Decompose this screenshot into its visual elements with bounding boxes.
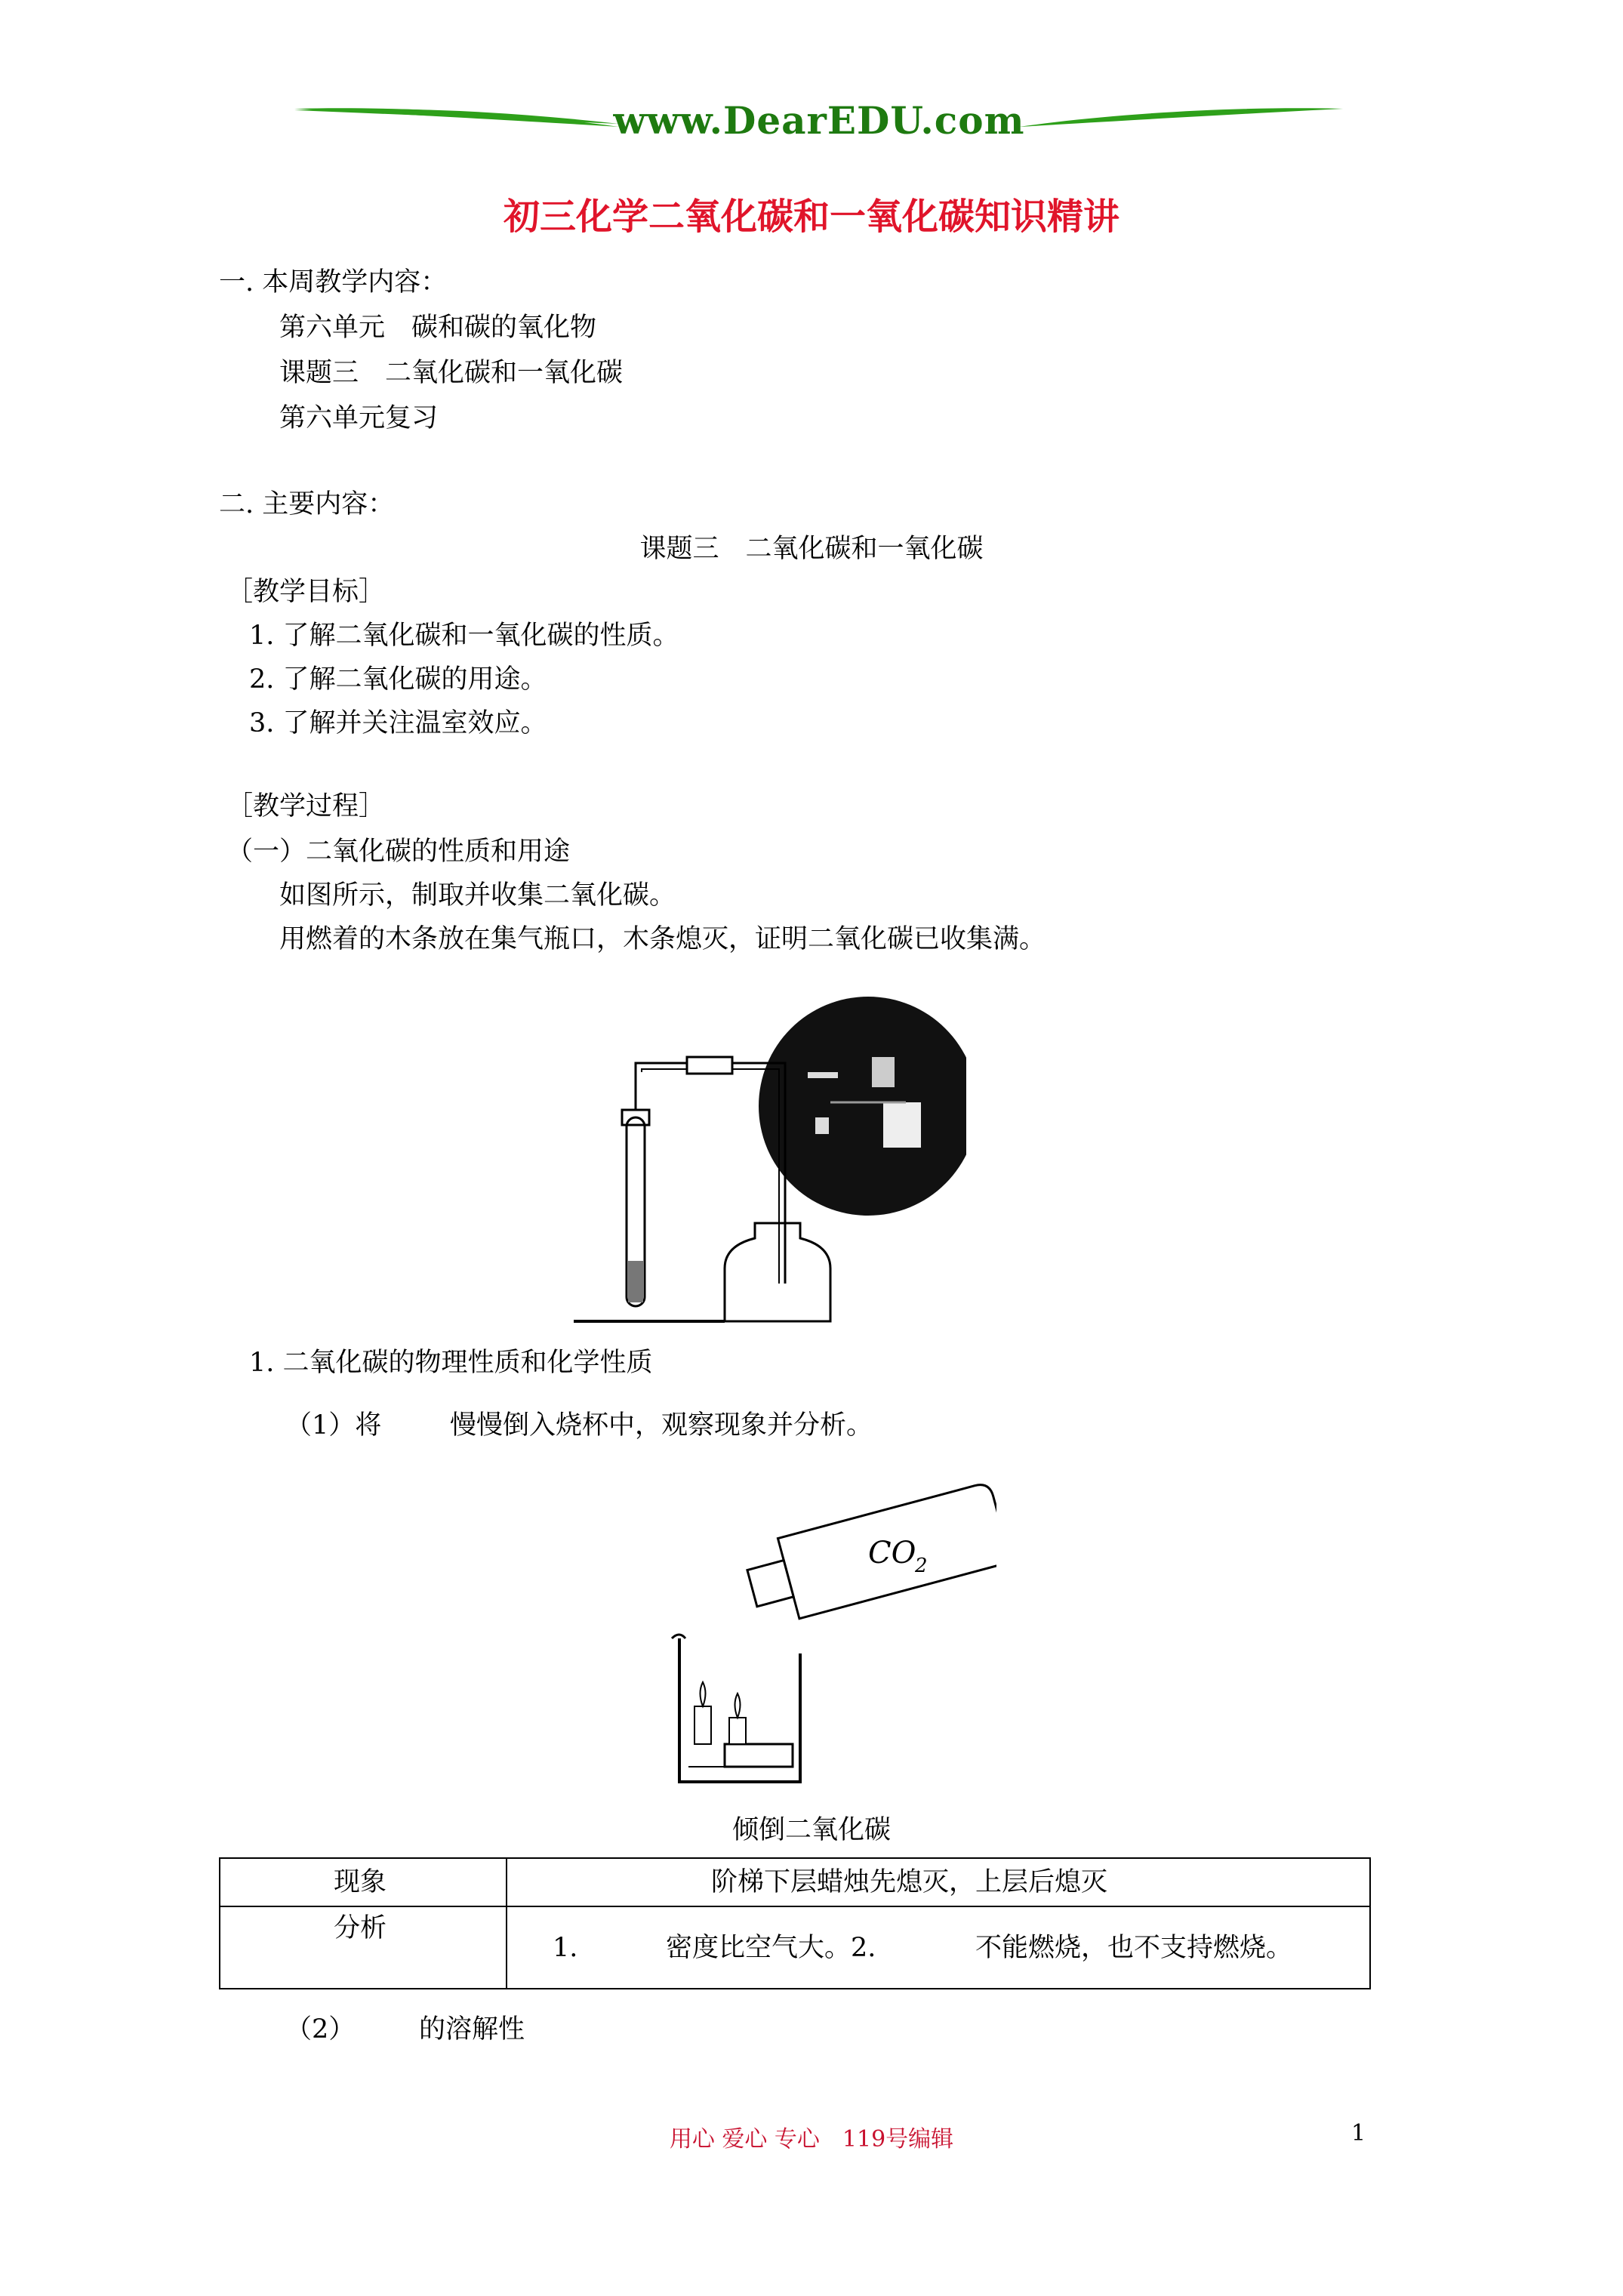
goal-item: 2. 了解二氧化碳的用途。 (249, 664, 547, 695)
goal-item: 1. 了解二氧化碳和一氧化碳的性质。 (249, 621, 679, 651)
figure-caption: 倾倒二氧化碳 (731, 1815, 891, 1845)
table-row2-part2: 不能燃烧，也不支持燃烧。 (975, 1933, 1293, 1963)
section1-item: 第六单元复习 (279, 403, 439, 433)
intro-line: 用燃着的木条放在集气瓶口，木条熄灭，证明二氧化碳已收集满。 (279, 924, 1046, 954)
point1-heading: 1. 二氧化碳的物理性质和化学性质 (249, 1348, 653, 1378)
section2-heading: 二. 主要内容： (219, 489, 395, 519)
page-number: 1 (1351, 2120, 1366, 2147)
observation-table (219, 1857, 1371, 1989)
intro-line: 如图所示，制取并收集二氧化碳。 (279, 880, 676, 911)
site-logo-text: www.DearEDU.com (613, 98, 1025, 143)
step1-suffix: 慢慢倒入烧杯中，观察现象并分析。 (450, 1410, 873, 1441)
step1-prefix: （1）将 (285, 1410, 382, 1441)
table-row2-num: 1. (553, 1933, 578, 1963)
section1-item: 第六单元 碳和碳的氧化物 (279, 313, 597, 343)
pour-co2-figure (649, 1480, 996, 1797)
goals-label: ［教学目标］ (226, 577, 386, 607)
topic-heading: 课题三 二氧化碳和一氧化碳 (639, 534, 984, 564)
footer-text: 用心 爱心 专心 119号编辑 (669, 2126, 954, 2153)
table-row1-label: 现象 (334, 1867, 387, 1897)
goal-item: 3. 了解并关注温室效应。 (249, 708, 547, 738)
process-label: ［教学过程］ (226, 791, 386, 821)
step2-prefix: （2） (285, 2014, 356, 2045)
co2-subscript: 2 (915, 1555, 928, 1577)
section1-heading: 一. 本周教学内容： (219, 267, 448, 297)
page-title: 初三化学二氧化碳和一氧化碳知识精讲 (503, 196, 1119, 238)
table-row2-part1: 密度比空气大。2. (666, 1933, 876, 1963)
part1-heading: （一）二氧化碳的性质和用途 (226, 837, 571, 867)
table-row2-label: 分析 (334, 1913, 387, 1943)
co2-label: CO (868, 1536, 916, 1570)
header-banner (294, 89, 1344, 157)
table-row1-value: 阶梯下层蜡烛先熄灭，上层后熄灭 (711, 1867, 1108, 1897)
co2-collection-apparatus-figure (574, 966, 966, 1329)
section1-item: 课题三 二氧化碳和一氧化碳 (279, 358, 624, 388)
step2-suffix: 的溶解性 (419, 2014, 525, 2045)
